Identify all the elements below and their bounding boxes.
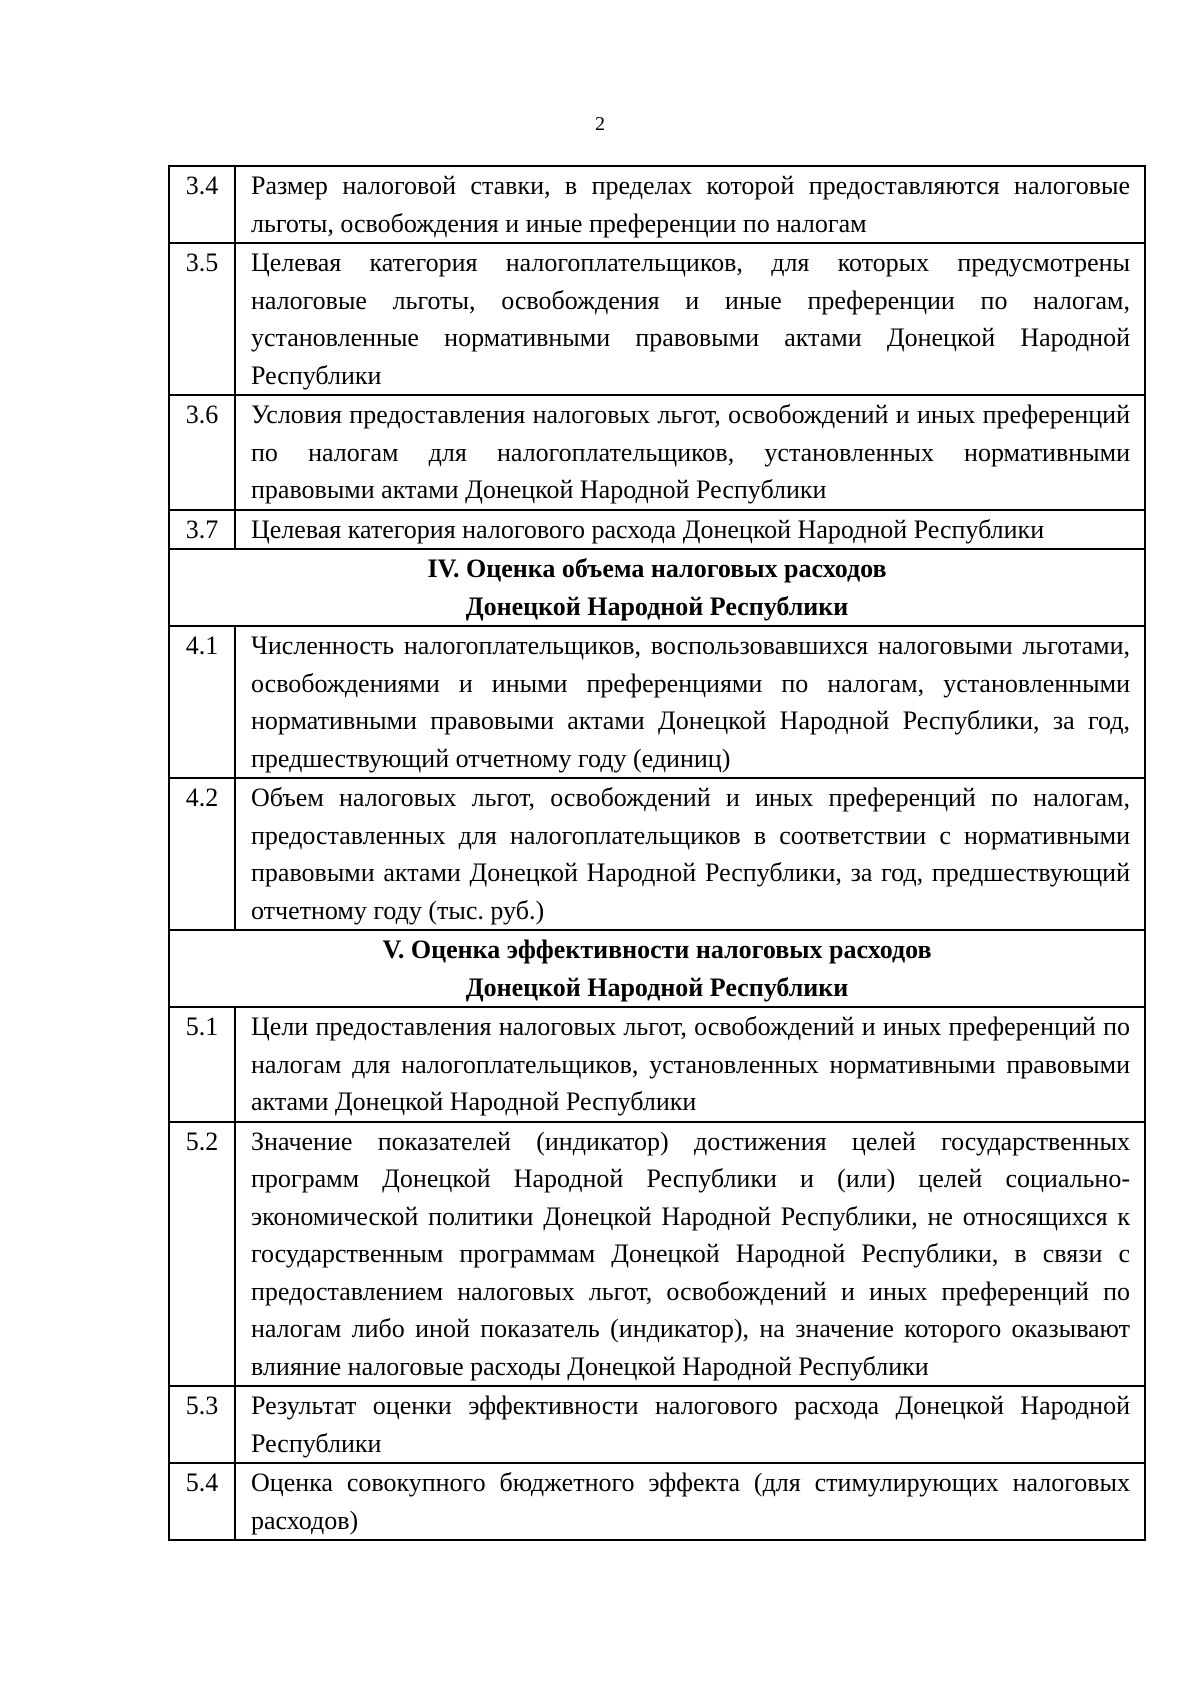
table-row bbox=[169, 778, 1145, 930]
table-row bbox=[169, 1463, 1145, 1540]
page-number: 2 bbox=[595, 113, 605, 135]
row-text: Численность налогоплательщиков, воспользовавшихся налоговыми льготами, освобождениями и иными преференциями по налогам, установленными нормативными правовыми актами Донецкой Народной Республики, за год, предшествующий отчетному году (единиц) bbox=[235, 626, 1145, 778]
indicator-table bbox=[168, 165, 1146, 1541]
row-text: Цели предоставления налоговых льгот, освобождений и иных преференций по налогам для налогоплательщиков, установленных нормативными правовыми актами Донецкой Народной Республики bbox=[235, 1007, 1145, 1122]
section-heading-line: Донецкой Народной Республики bbox=[465, 972, 849, 1002]
row-number: 3.5 bbox=[169, 243, 235, 395]
table-row bbox=[169, 1007, 1145, 1122]
table-row bbox=[169, 510, 1145, 550]
section-heading-line: IV. Оценка объема налоговых расходов bbox=[427, 554, 887, 583]
row-text: Оценка совокупного бюджетного эффекта (для стимулирующих налоговых расходов) bbox=[235, 1463, 1145, 1540]
section-heading bbox=[169, 930, 1145, 1007]
table-row bbox=[169, 626, 1145, 778]
row-number: 5.4 bbox=[169, 1463, 235, 1540]
row-text: Объем налоговых льгот, освобождений и иных преференций по налогам, предоставленных для налогоплательщиков в соответствии с нормативными правовыми актами Донецкой Народной Республики, за год, предшествующий отчетному году (тыс. руб.) bbox=[235, 778, 1145, 930]
row-text: Размер налоговой ставки, в пределах которой предоставляются налоговые льготы, освобождения и иные преференции по налогам bbox=[235, 166, 1145, 243]
table-row bbox=[169, 243, 1145, 395]
row-number: 5.2 bbox=[169, 1122, 235, 1387]
row-number: 3.6 bbox=[169, 395, 235, 510]
row-text: Целевая категория налогоплательщиков, для которых предусмотрены налоговые льготы, освобождения и иные преференции по налогам, установленные нормативными правовыми актами Донецкой Народной Республики bbox=[235, 243, 1145, 395]
section-header-row bbox=[169, 930, 1145, 1007]
row-text: Результат оценки эффективности налогового расхода Донецкой Народной Республики bbox=[235, 1386, 1145, 1463]
row-number: 5.3 bbox=[169, 1386, 235, 1463]
row-number: 5.1 bbox=[169, 1007, 235, 1122]
section-header-row bbox=[169, 549, 1145, 626]
row-number: 3.7 bbox=[169, 510, 235, 550]
row-number: 4.1 bbox=[169, 626, 235, 778]
row-text: Целевая категория налогового расхода Донецкой Народной Республики bbox=[235, 510, 1145, 550]
table-row bbox=[169, 166, 1145, 243]
row-number: 4.2 bbox=[169, 778, 235, 930]
row-number: 3.4 bbox=[169, 166, 235, 243]
section-heading-line: V. Оценка эффективности налоговых расходов bbox=[382, 935, 932, 964]
row-text: Условия предоставления налоговых льгот, освобождений и иных преференций по налогам для налогоплательщиков, установленных нормативными правовыми актами Донецкой Народной Республики bbox=[235, 395, 1145, 510]
row-text: Значение показателей (индикатор) достижения целей государственных программ Донецкой Народной Республики и (или) целей социально-экономической политики Донецкой Народной Республики, не относящихся к государственным программам Донецкой Народной Республики, в связи с предоставлением налоговых льгот, освобождений и иных преференций по налогам либо иной показатель (индикатор), на значение которого оказывают влияние налоговые расходы Донецкой Народной Республики bbox=[235, 1122, 1145, 1387]
section-heading-line: Донецкой Народной Республики bbox=[465, 591, 849, 621]
section-heading bbox=[169, 549, 1145, 626]
table-row bbox=[169, 1122, 1145, 1387]
table-row bbox=[169, 1386, 1145, 1463]
table-row bbox=[169, 395, 1145, 510]
